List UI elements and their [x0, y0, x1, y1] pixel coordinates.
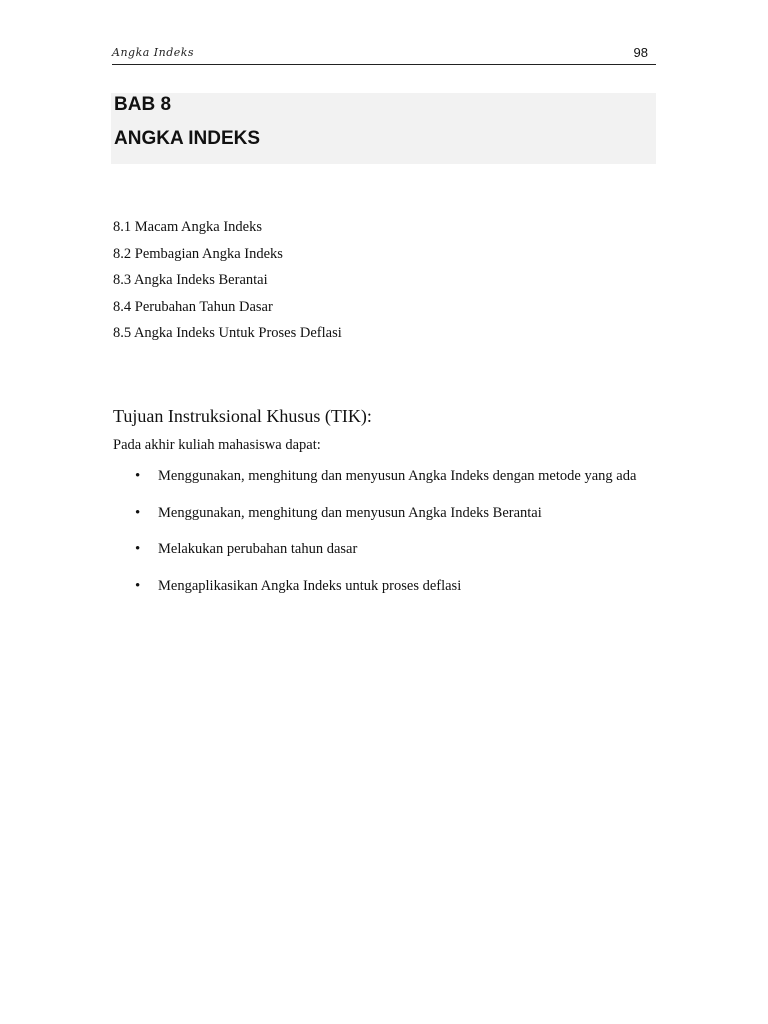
- objectives-intro: Pada akhir kuliah mahasiswa dapat:: [113, 437, 321, 453]
- objective-text: Menggunakan, menghitung dan menyusun Angka Indeks Berantai: [158, 504, 542, 521]
- objective-item: [130, 463, 650, 491]
- chapter-number: BAB 8: [114, 94, 172, 115]
- bullet-icon: •: [135, 577, 141, 594]
- running-header-title: Angka Indeks: [112, 46, 195, 59]
- chapter-heading-box: [111, 93, 656, 164]
- contents-item: 8.2 Pembagian Angka Indeks: [113, 245, 283, 262]
- running-header: [112, 44, 656, 65]
- contents-item: 8.4 Perubahan Tahun Dasar: [113, 298, 273, 315]
- objective-text: Mengaplikasikan Angka Indeks untuk proses deflasi: [158, 577, 462, 594]
- contents-item: 8.1 Macam Angka Indeks: [113, 219, 262, 235]
- contents-item: 8.5 Angka Indeks Untuk Proses Deflasi: [113, 325, 342, 342]
- bullet-icon: •: [135, 468, 141, 484]
- objectives-list: [130, 463, 650, 609]
- objective-item: [130, 500, 650, 528]
- bullet-icon: •: [135, 504, 141, 521]
- chapter-title: ANGKA INDEKS: [114, 128, 261, 149]
- page-number: 98: [633, 45, 648, 60]
- chapter-contents-list: [113, 218, 342, 351]
- objective-text: Menggunakan, menghitung dan menyusun Angka Indeks dengan metode yang ada: [158, 468, 637, 484]
- contents-item: 8.3 Angka Indeks Berantai: [113, 272, 268, 289]
- bullet-icon: •: [135, 541, 141, 557]
- objective-item: [130, 573, 650, 601]
- objectives-heading: Tujuan Instruksional Khusus (TIK):: [113, 406, 372, 426]
- objective-text: Melakukan perubahan tahun dasar: [158, 541, 358, 557]
- objective-item: [130, 536, 650, 564]
